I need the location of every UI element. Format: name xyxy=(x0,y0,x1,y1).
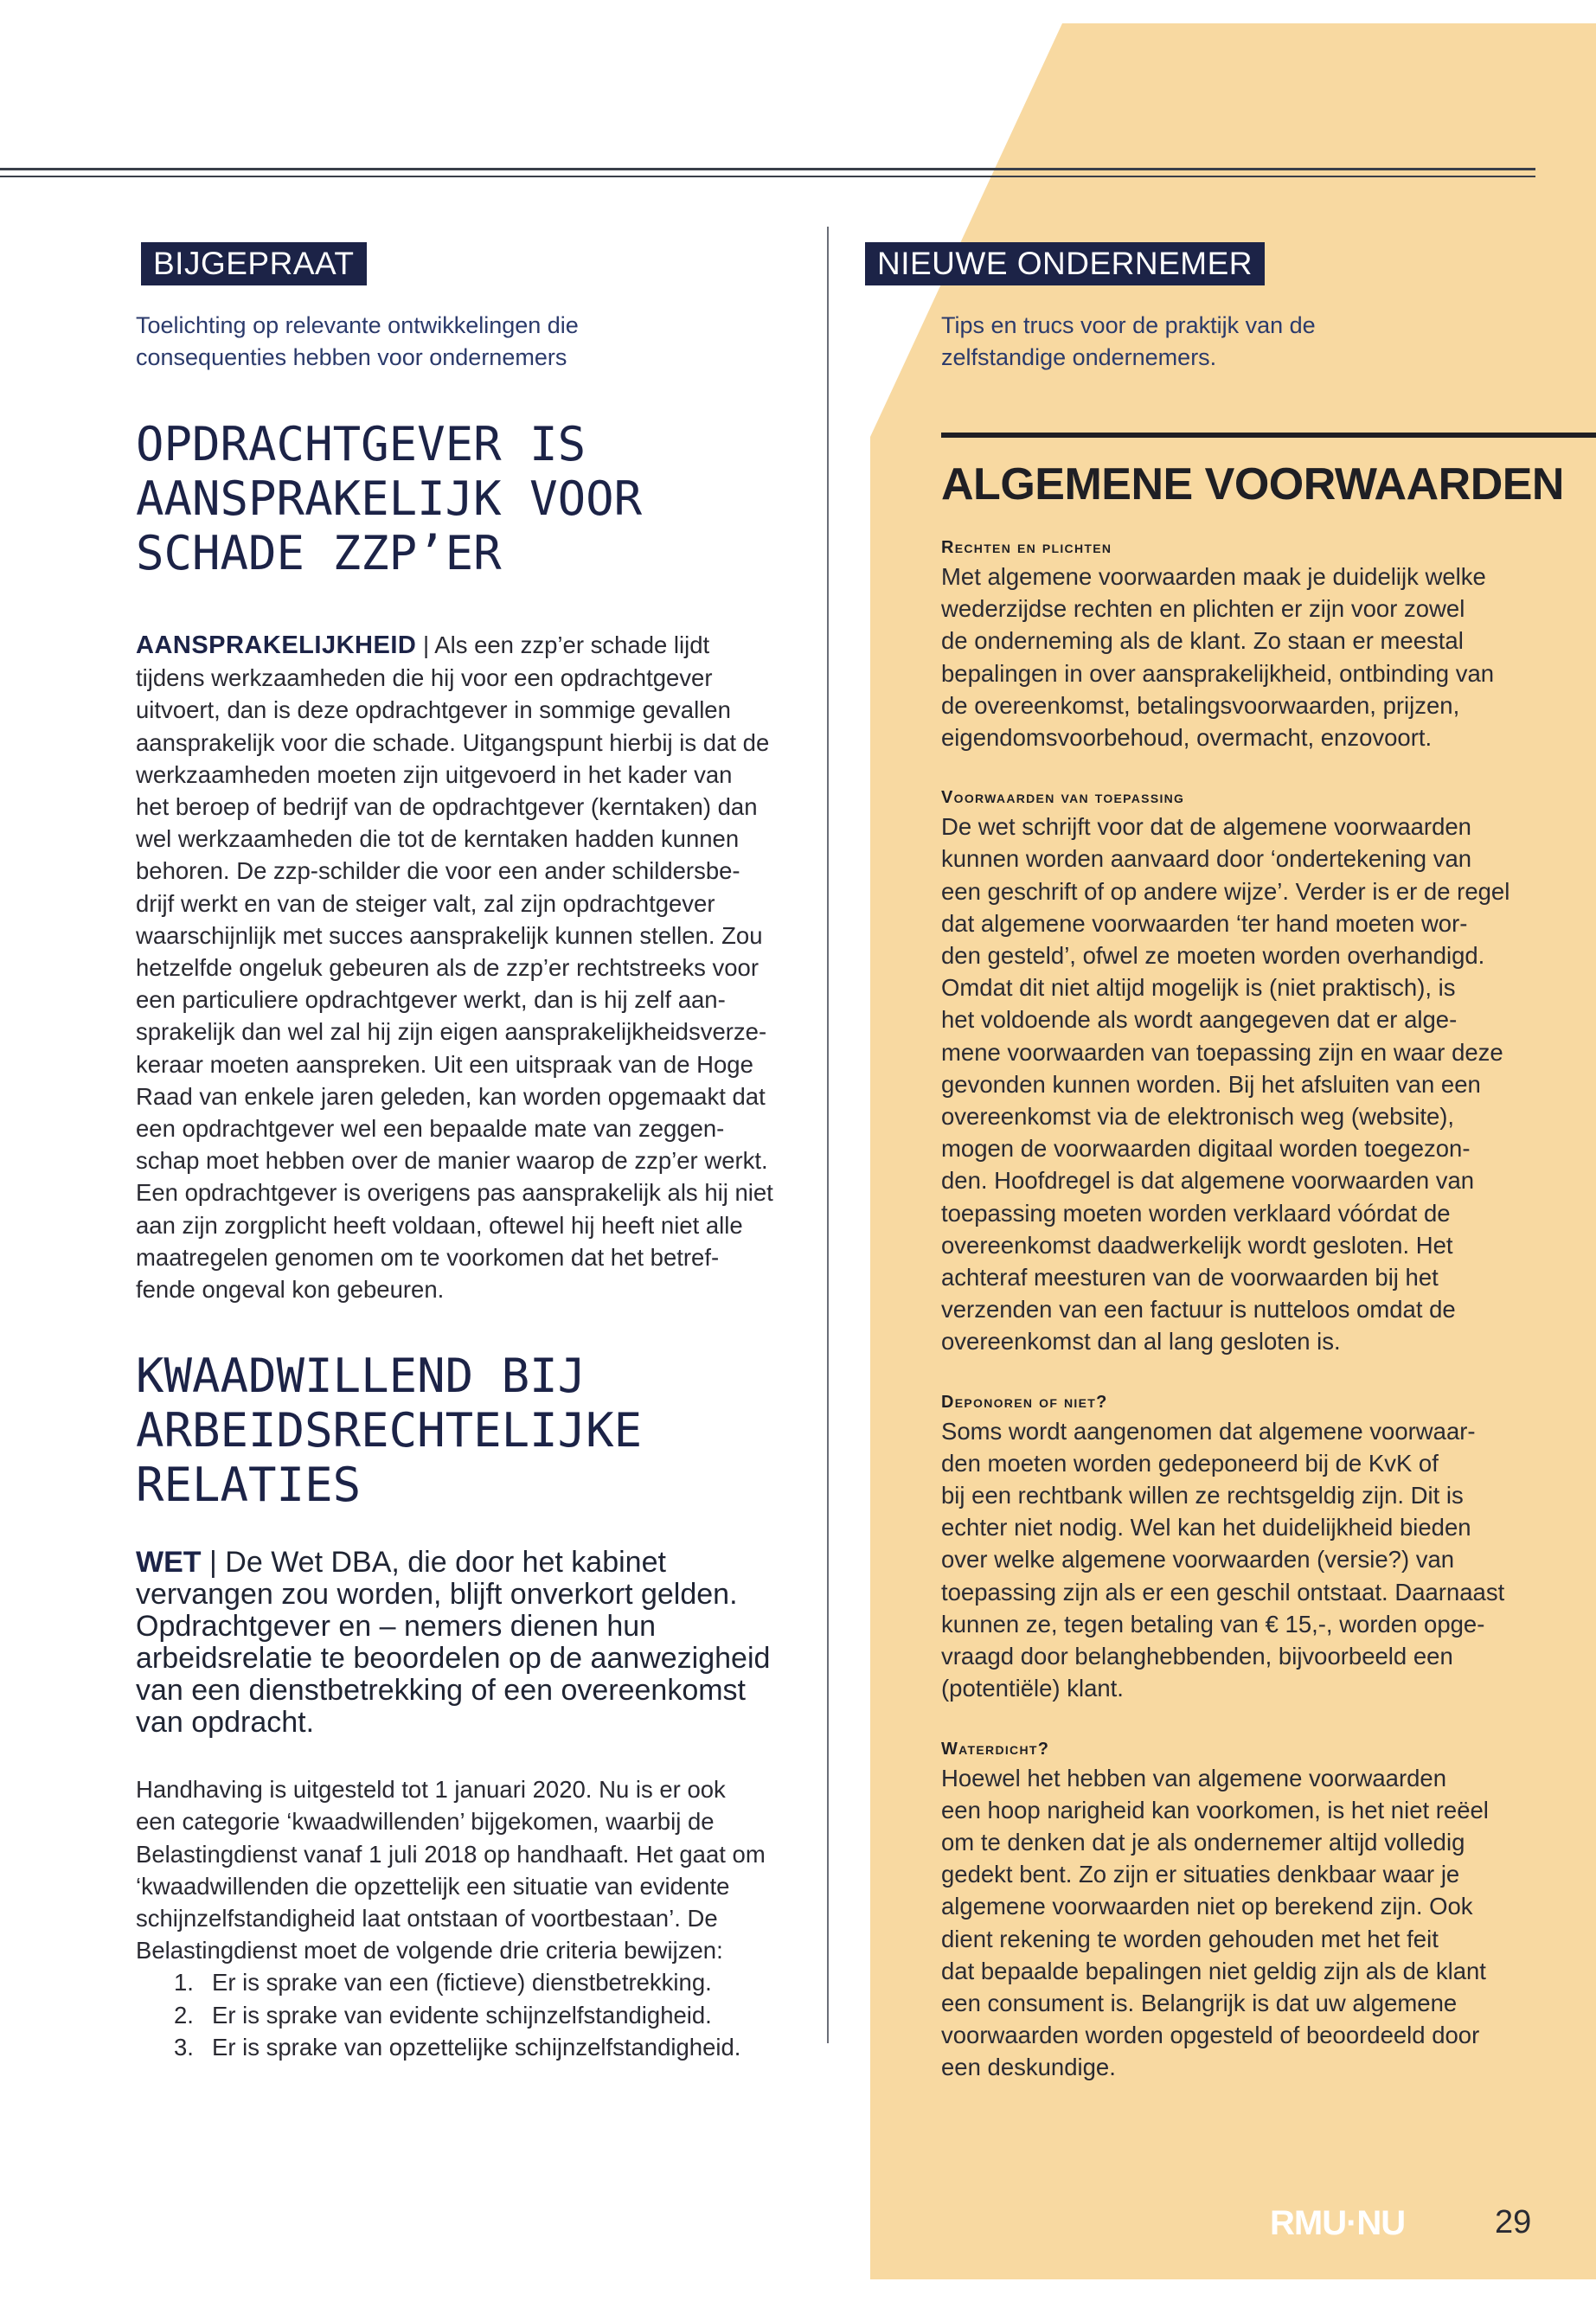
article2-title-line: ARBEIDSRECHTELIJKE xyxy=(136,1403,643,1458)
article2-intro-line: van een dienstbetrekking of een overeenkomst xyxy=(136,1674,747,1708)
article2-title-line: KWAADWILLEND BIJ xyxy=(136,1349,586,1404)
article2-intro-line: vervangen zou worden, blijft onverkort gelden. xyxy=(136,1578,738,1612)
article2-body xyxy=(136,1773,793,2063)
section-label-nieuwe-ondernemer: NIEUWE ONDERNEMER xyxy=(865,242,1265,285)
right-section-line: overeenkomst dan al lang gesloten is. xyxy=(941,1328,1341,1356)
right-section-line: bepalingen in over aansprakelijkheid, ontbinding van xyxy=(941,659,1495,687)
article1-body-line: een opdrachtgever wel een bepaalde mate van zeggen- xyxy=(136,1115,725,1143)
rmu-nu-logo: RMU·NU xyxy=(1270,2204,1406,2242)
criteria-item xyxy=(136,1999,793,2031)
criteria-text: Er is sprake van een (fictieve) dienstbetrekking. xyxy=(212,1969,712,1997)
article1-body-line: aan zijn zorgplicht heeft voldaan, oftewel hij heeft niet alle xyxy=(136,1211,743,1239)
criteria-number: 1. xyxy=(174,1969,194,1997)
right-section-line: bij een rechtbank willen ze rechtsgeldig zijn. Dit is xyxy=(941,1482,1464,1509)
right-section-line: den moeten worden gedeponeerd bij de KvK of xyxy=(941,1449,1439,1477)
right-section-heading: Waterdicht? xyxy=(941,1739,1050,1759)
article2-intro-line: arbeidsrelatie te beoordelen op de aanwezigheid xyxy=(136,1642,771,1676)
article2-title-line: RELATIES xyxy=(136,1458,362,1513)
right-section-line: gevonden kunnen worden. Bij het afsluiten van een xyxy=(941,1070,1481,1098)
right-section-line: de onderneming als de klant. Zo staan er meestal xyxy=(941,627,1464,655)
criteria-number: 3. xyxy=(174,2033,194,2061)
article1-first-line xyxy=(136,629,793,662)
article1-body-line: werkzaamheden moeten zijn uitgevoerd in het kader van xyxy=(136,760,733,788)
article1-body-line: het beroep of bedrijf van de opdrachtgever (kerntaken) dan xyxy=(136,793,758,821)
article2-intro-lines xyxy=(136,1579,793,1739)
right-section-heading: Voorwaarden van toepassing xyxy=(941,788,1185,808)
article1-body-line: maatregelen genomen om te voorkomen dat het betref- xyxy=(136,1243,720,1271)
right-section xyxy=(941,535,1564,753)
right-section-body xyxy=(941,1762,1564,2084)
article1-separator: | xyxy=(416,631,435,658)
right-section-line: een geschrift of op andere wijze’. Verder is er de regel xyxy=(941,877,1510,905)
criteria-list xyxy=(136,1966,793,2063)
right-section-line: dat bepaalde bepalingen niet geldig zijn als de klant xyxy=(941,1957,1486,1984)
article2-intro xyxy=(136,1547,793,1739)
right-section-line: dat algemene voorwaarden ‘ter hand moeten wor- xyxy=(941,909,1468,937)
top-rule-secondary xyxy=(0,176,1535,177)
article1-title-line: SCHADE ZZP’ER xyxy=(136,526,502,580)
right-section-line: overeenkomst via de elektronisch weg (website), xyxy=(941,1103,1455,1131)
right-subtitle-line: zelfstandige ondernemers. xyxy=(941,344,1217,370)
article2-body-line: Belastingdienst moet de volgende drie criteria bewijzen: xyxy=(136,1937,723,1965)
right-section-body xyxy=(941,811,1564,1357)
right-section-line: een deskundige. xyxy=(941,2054,1116,2081)
criteria-text: Er is sprake van opzettelijke schijnzelfstandigheid. xyxy=(212,2033,741,2061)
article1-first-text: Als een zzp’er schade lijdt xyxy=(434,631,710,658)
criteria-text: Er is sprake van evidente schijnzelfstandigheid. xyxy=(212,2001,712,2029)
article1-body-line: hetzelfde ongeluk gebeuren als de zzp’er rechtstreeks voor xyxy=(136,954,760,982)
right-section-line: Soms wordt aangenomen dat algemene voorwaar- xyxy=(941,1417,1476,1445)
right-section-line: een hoop narigheid kan voorkomen, is het niet reëel xyxy=(941,1796,1489,1823)
right-section-line: Met algemene voorwaarden maak je duidelijk welke xyxy=(941,563,1486,590)
article2-intro-first-text: De Wet DBA, die door het kabinet xyxy=(225,1546,666,1580)
right-section-line: gedekt bent. Zo zijn er situaties denkbaar waar je xyxy=(941,1861,1460,1888)
column-divider xyxy=(827,227,829,2043)
article2-intro-line: van opdracht. xyxy=(136,1706,315,1740)
left-subtitle-line: consequenties hebben voor ondernemers xyxy=(136,344,567,370)
article2-body-line: Handhaving is uitgesteld tot 1 januari 2020. Nu is er ook xyxy=(136,1776,726,1804)
right-section-line: den gesteld’, ofwel ze moeten worden overhandigd. xyxy=(941,942,1485,970)
page-number: 29 xyxy=(1495,2204,1532,2240)
right-section-line: kunnen ze, tegen betaling van € 15,-, worden opge- xyxy=(941,1610,1485,1638)
article2-separator: | xyxy=(201,1546,226,1580)
right-section-line: eigendomsvoorbehoud, overmacht, enzovoort. xyxy=(941,724,1433,752)
right-section-heading: Rechten en plichten xyxy=(941,538,1112,557)
article1-body-line: sprakelijk dan wel zal hij zijn eigen aansprakelijkheidsverze- xyxy=(136,1018,767,1046)
article1-body-line: fende ongeval kon gebeuren. xyxy=(136,1276,445,1304)
right-section-heading: Deponoren of niet? xyxy=(941,1392,1108,1412)
article1-body-line: een particuliere opdrachtgever werkt, dan is hij zelf aan- xyxy=(136,986,726,1014)
left-subtitle xyxy=(136,310,793,374)
right-section-line: het voldoende als wordt aangegeven dat er alge- xyxy=(941,1006,1458,1034)
right-section-line: kunnen worden aanvaard door ‘ondertekening van xyxy=(941,845,1472,873)
right-section-line: mene voorwaarden van toepassing zijn en waar deze xyxy=(941,1038,1503,1066)
right-section-line: dient rekening te worden gehouden met het feit xyxy=(941,1925,1439,1952)
right-section-line: de overeenkomst, betalingsvoorwaarden, prijzen, xyxy=(941,691,1460,719)
article2-lines xyxy=(136,1773,793,1966)
right-section-line: echter niet nodig. Wel kan het duidelijkheid bieden xyxy=(941,1514,1471,1541)
left-subtitle-line: Toelichting op relevante ontwikkelingen die xyxy=(136,312,579,338)
article2-keyword: WET xyxy=(136,1546,202,1580)
article1-body-line: Een opdrachtgever is overigens pas aansprakelijk als hij niet xyxy=(136,1179,773,1207)
article1-body-line: wel werkzaamheden die tot de kerntaken hadden kunnen xyxy=(136,825,740,853)
right-section-line: over welke algemene voorwaarden (versie?) van xyxy=(941,1546,1455,1574)
right-section-body xyxy=(941,1415,1564,1705)
right-section-line: Hoewel het hebben van algemene voorwaarden xyxy=(941,1764,1447,1791)
right-section-line: vraagd door belanghebbenden, bijvoorbeeld een xyxy=(941,1643,1453,1670)
article2-body-line: schijnzelfstandigheid laat ontstaan of voortbestaan’. De xyxy=(136,1905,718,1932)
right-column xyxy=(877,242,1564,2084)
right-section-line: mogen de voorwaarden digitaal worden toegezon- xyxy=(941,1135,1471,1163)
right-subtitle-line: Tips en trucs voor de praktijk van de xyxy=(941,312,1316,338)
right-section-line: om te denken dat je als ondernemer altijd volledig xyxy=(941,1828,1465,1856)
right-subtitle xyxy=(941,310,1564,374)
article1-body-line: behoren. De zzp-schilder die voor een ander schildersbe- xyxy=(136,857,740,885)
article2-body-line: Belastingdienst vanaf 1 juli 2018 op handhaaft. Het gaat om xyxy=(136,1840,766,1868)
right-section xyxy=(941,1736,1564,2084)
right-section-line: wederzijdse rechten en plichten er zijn voor zowel xyxy=(941,595,1465,623)
right-section-line: De wet schrijft voor dat de algemene voorwaarden xyxy=(941,813,1471,841)
right-sections xyxy=(941,535,1564,2084)
article2-title xyxy=(136,1349,793,1512)
article2-intro-line: Opdrachtgever en – nemers dienen hun xyxy=(136,1610,657,1644)
article1-body-line: schap moet hebben over de manier waarop de zzp’er werkt. xyxy=(136,1147,768,1175)
criteria-item xyxy=(136,1966,793,1998)
left-column xyxy=(136,242,793,2063)
article2-body-line: ‘kwaadwillenden die opzettelijk een situatie van evidente xyxy=(136,1872,730,1900)
article1-title xyxy=(136,417,793,580)
right-section xyxy=(941,785,1564,1357)
article1-title-line: OPDRACHTGEVER IS xyxy=(136,417,586,471)
right-section-line: overeenkomst daadwerkelijk wordt gesloten. Het xyxy=(941,1231,1453,1259)
section-label-bijgepraat: BIJGEPRAAT xyxy=(141,242,367,285)
article1-body xyxy=(136,629,793,1305)
top-rule xyxy=(0,168,1535,170)
right-article-title: ALGEMENE VOORWAARDEN xyxy=(941,459,1564,510)
right-section-line: verzenden van een factuur is nutteloos omdat de xyxy=(941,1296,1456,1324)
article1-body-line: Raad van enkele jaren geleden, kan worden opgemaakt dat xyxy=(136,1082,766,1110)
article1-body-line: keraar moeten aanspreken. Uit een uitspraak van de Hoge xyxy=(136,1050,753,1078)
right-section-body xyxy=(941,561,1564,753)
article1-keyword: AANSPRAKELIJKHEID xyxy=(136,631,417,659)
criteria-number: 2. xyxy=(174,2001,194,2029)
right-section-line: voorwaarden worden opgesteld of beoordeeld door xyxy=(941,2022,1480,2049)
article1-body-line: drijf werkt en van de steiger valt, zal zijn opdrachtgever xyxy=(136,889,715,917)
right-section-line: den. Hoofdregel is dat algemene voorwaarden van xyxy=(941,1167,1475,1195)
right-section-line: algemene voorwaarden niet op berekend zijn. Ook xyxy=(941,1893,1473,1920)
article1-body-line: tijdens werkzaamheden die hij voor een opdrachtgever xyxy=(136,664,713,692)
article2-intro-first-line xyxy=(136,1547,793,1579)
article1-body-line: aansprakelijk voor die schade. Uitgangspunt hierbij is dat de xyxy=(136,728,770,756)
right-section-line: toepassing zijn als er een geschil ontstaat. Daarnaast xyxy=(941,1578,1505,1606)
article1-title-line: AANSPRAKELIJK VOOR xyxy=(136,471,643,526)
article1-body-line: waarschijnlijk met succes aansprakelijk kunnen stellen. Zou xyxy=(136,921,763,949)
right-section-line: Omdat dit niet altijd mogelijk is (niet praktisch), is xyxy=(941,974,1456,1002)
right-section-line: achteraf meesturen van de voorwaarden bij het xyxy=(941,1264,1439,1292)
article1-body-line: uitvoert, dan is deze opdrachtgever in sommige gevallen xyxy=(136,696,731,724)
criteria-item xyxy=(136,2031,793,2063)
right-section-line: toepassing moeten worden verklaard vóórdat de xyxy=(941,1199,1451,1227)
right-section-line: (potentiële) klant. xyxy=(941,1675,1124,1702)
right-section-line: een consument is. Belangrijk is dat uw algemene xyxy=(941,1989,1458,2016)
right-section xyxy=(941,1389,1564,1705)
article2-body-line: een categorie ‘kwaadwillenden’ bijgekomen, waarbij de xyxy=(136,1808,715,1836)
article1-lines xyxy=(136,662,793,1305)
